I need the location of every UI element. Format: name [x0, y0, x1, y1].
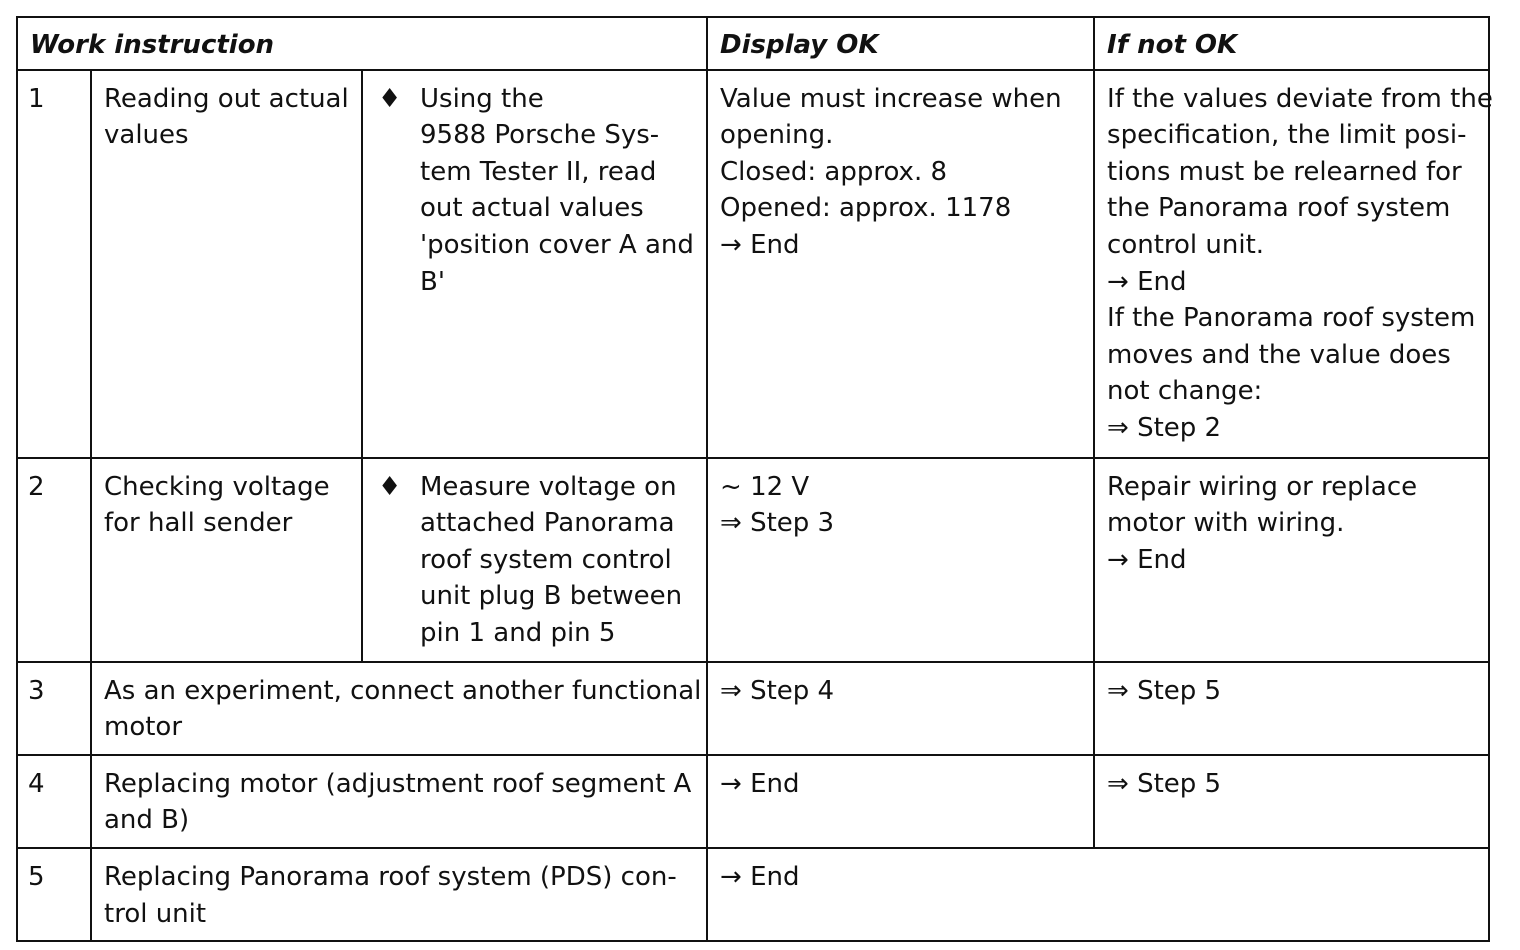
bullet-icon: ♦ [378, 471, 402, 502]
step-action: ♦ Measure voltage on attached Panorama roof system control unit plug B between pin 1 and pin 5 [362, 458, 707, 662]
step-number: 2 [17, 458, 91, 662]
display-ok-cell: ~ 12 V ⇒ Step 3 [707, 458, 1094, 662]
if-not-ok-cell: If the values deviate from the specification, the limit posi- tions must be relearned for the Panorama roof system control unit. → End If the Panorama roof system moves and the value does not change: ⇒ Step 2 [1094, 70, 1489, 458]
if-not-ok-cell: ⇒ Step 5 [1094, 662, 1489, 755]
document-page [16, 16, 1493, 942]
step-number: 5 [17, 848, 91, 941]
step-title: Replacing motor (adjustment roof segment A and B) [91, 755, 707, 848]
header-if-not-ok: If not OK [1094, 17, 1489, 70]
table-row [17, 755, 1489, 848]
work-instruction-table [16, 16, 1493, 942]
table-row [17, 70, 1489, 458]
if-not-ok-cell: ⇒ Step 5 [1094, 755, 1489, 848]
display-ok-cell: ⇒ Step 4 [707, 662, 1094, 755]
step-number: 4 [17, 755, 91, 848]
table-row [17, 458, 1489, 662]
step-title: Reading out actual values [91, 70, 362, 458]
header-work-instruction: Work instruction [17, 17, 707, 70]
table-row [17, 848, 1489, 941]
if-not-ok-cell: Repair wiring or replace motor with wiring. → End [1094, 458, 1489, 662]
bullet-icon: ♦ [378, 83, 402, 114]
table-row [17, 662, 1489, 755]
display-ok-cell: Value must increase when opening. Closed: approx. 8 Opened: approx. 1178 → End [707, 70, 1094, 458]
step-action: ♦ Using the 9588 Porsche Sys- tem Tester II, read out actual values 'position cover A and B' [362, 70, 707, 458]
step-number: 3 [17, 662, 91, 755]
display-ok-cell: → End [707, 755, 1094, 848]
step-title: As an experiment, connect another functional motor [91, 662, 707, 755]
step-title: Replacing Panorama roof system (PDS) con- trol unit [91, 848, 707, 941]
header-display-ok: Display OK [707, 17, 1094, 70]
display-ok-cell: → End [707, 848, 1489, 941]
header-row [17, 17, 1489, 70]
step-number: 1 [17, 70, 91, 458]
step-title: Checking voltage for hall sender [91, 458, 362, 662]
